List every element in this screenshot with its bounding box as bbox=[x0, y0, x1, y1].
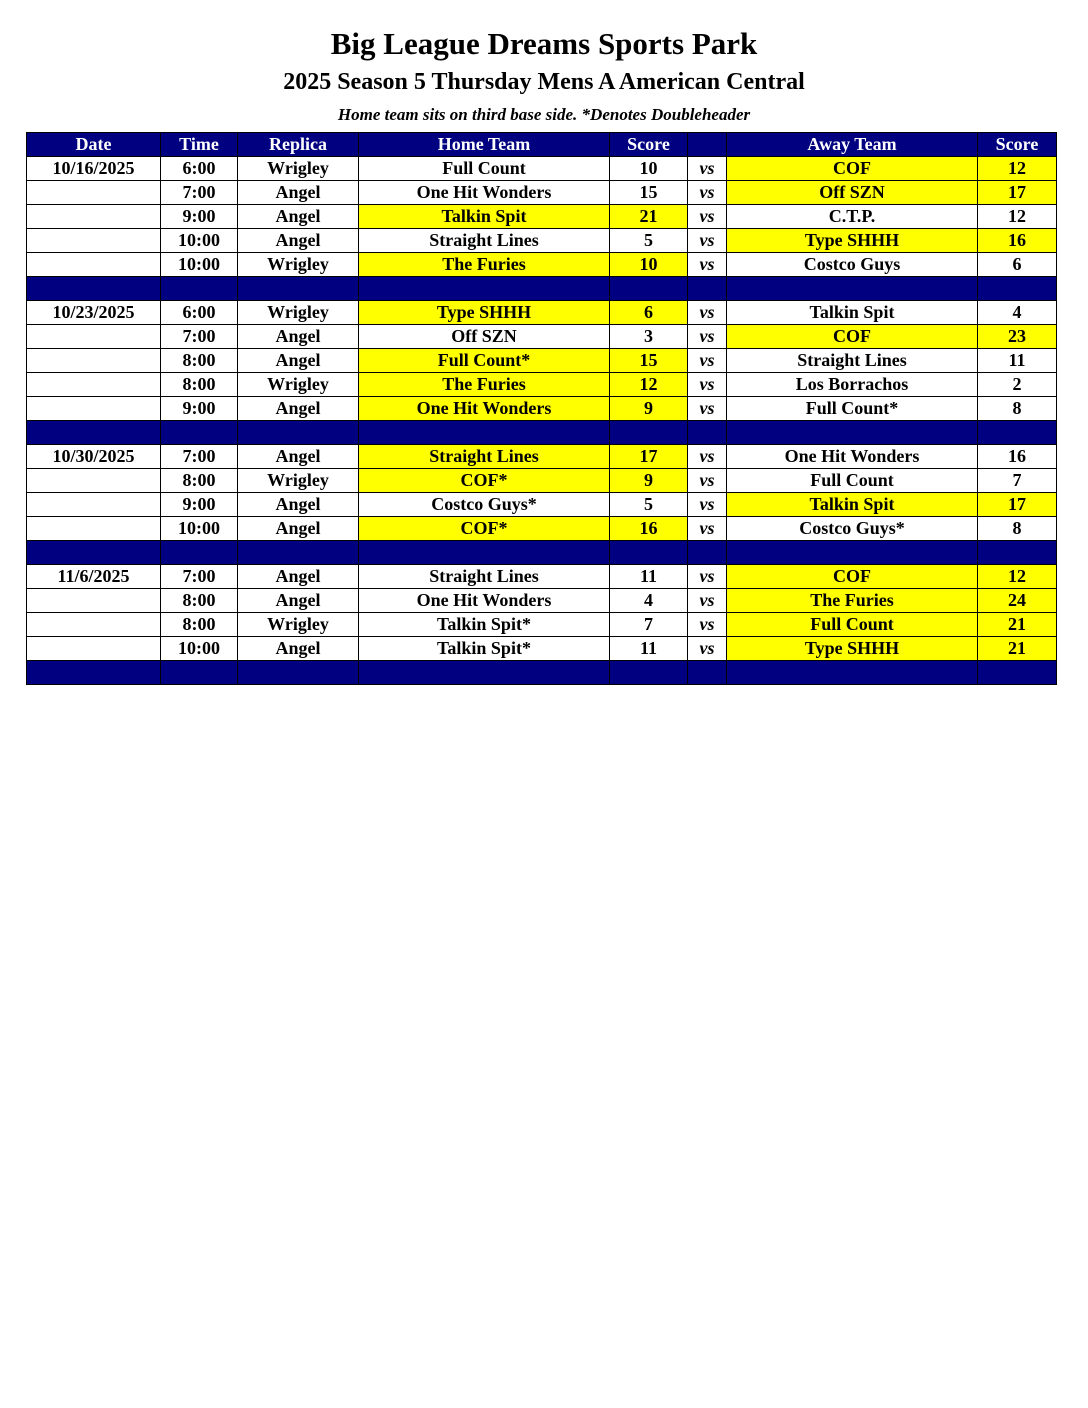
away-team: Los Borrachos bbox=[727, 373, 978, 397]
game-replica: Angel bbox=[238, 637, 359, 661]
week-separator-row bbox=[27, 541, 1057, 565]
game-time: 10:00 bbox=[161, 253, 238, 277]
away-score: 6 bbox=[978, 253, 1057, 277]
away-team: Full Count bbox=[727, 469, 978, 493]
away-score: 21 bbox=[978, 613, 1057, 637]
game-row bbox=[27, 157, 1057, 181]
game-date bbox=[27, 493, 161, 517]
separator-cell bbox=[610, 541, 688, 565]
home-team: Straight Lines bbox=[359, 229, 610, 253]
column-header-home-score: Score bbox=[610, 133, 688, 157]
away-team: COF bbox=[727, 325, 978, 349]
separator-cell bbox=[978, 421, 1057, 445]
game-time: 8:00 bbox=[161, 373, 238, 397]
away-team: Talkin Spit bbox=[727, 301, 978, 325]
separator-cell bbox=[727, 277, 978, 301]
game-date bbox=[27, 589, 161, 613]
game-date bbox=[27, 325, 161, 349]
separator-cell bbox=[238, 541, 359, 565]
game-row bbox=[27, 253, 1057, 277]
game-replica: Angel bbox=[238, 325, 359, 349]
game-date bbox=[27, 349, 161, 373]
game-date bbox=[27, 397, 161, 421]
away-team: Full Count* bbox=[727, 397, 978, 421]
away-score: 21 bbox=[978, 637, 1057, 661]
week-separator-row bbox=[27, 661, 1057, 685]
home-team: One Hit Wonders bbox=[359, 181, 610, 205]
game-replica: Angel bbox=[238, 517, 359, 541]
game-row bbox=[27, 349, 1057, 373]
game-replica: Angel bbox=[238, 349, 359, 373]
separator-cell bbox=[688, 541, 727, 565]
away-team: The Furies bbox=[727, 589, 978, 613]
game-time: 8:00 bbox=[161, 469, 238, 493]
game-row bbox=[27, 493, 1057, 517]
separator-cell bbox=[359, 661, 610, 685]
vs-label: vs bbox=[688, 469, 727, 493]
game-date bbox=[27, 373, 161, 397]
game-row bbox=[27, 325, 1057, 349]
separator-cell bbox=[238, 421, 359, 445]
game-time: 8:00 bbox=[161, 589, 238, 613]
home-score: 9 bbox=[610, 397, 688, 421]
away-score: 7 bbox=[978, 469, 1057, 493]
vs-label: vs bbox=[688, 493, 727, 517]
vs-label: vs bbox=[688, 181, 727, 205]
game-row bbox=[27, 229, 1057, 253]
game-row bbox=[27, 517, 1057, 541]
game-time: 10:00 bbox=[161, 517, 238, 541]
separator-cell bbox=[27, 661, 161, 685]
away-score: 12 bbox=[978, 157, 1057, 181]
game-row bbox=[27, 613, 1057, 637]
home-score: 3 bbox=[610, 325, 688, 349]
away-score: 11 bbox=[978, 349, 1057, 373]
separator-cell bbox=[161, 277, 238, 301]
game-replica: Wrigley bbox=[238, 613, 359, 637]
separator-cell bbox=[27, 541, 161, 565]
away-team: COF bbox=[727, 157, 978, 181]
home-score: 15 bbox=[610, 349, 688, 373]
away-team: Off SZN bbox=[727, 181, 978, 205]
game-date: 10/30/2025 bbox=[27, 445, 161, 469]
vs-label: vs bbox=[688, 589, 727, 613]
vs-label: vs bbox=[688, 157, 727, 181]
game-row bbox=[27, 565, 1057, 589]
away-score: 4 bbox=[978, 301, 1057, 325]
separator-cell bbox=[27, 421, 161, 445]
game-row bbox=[27, 181, 1057, 205]
game-row bbox=[27, 445, 1057, 469]
home-team: Costco Guys* bbox=[359, 493, 610, 517]
away-team: Full Count bbox=[727, 613, 978, 637]
game-replica: Angel bbox=[238, 229, 359, 253]
separator-cell bbox=[688, 661, 727, 685]
separator-cell bbox=[161, 541, 238, 565]
game-time: 8:00 bbox=[161, 349, 238, 373]
separator-cell bbox=[161, 661, 238, 685]
home-score: 5 bbox=[610, 229, 688, 253]
home-score: 17 bbox=[610, 445, 688, 469]
home-team: One Hit Wonders bbox=[359, 589, 610, 613]
game-replica: Wrigley bbox=[238, 301, 359, 325]
game-replica: Angel bbox=[238, 445, 359, 469]
schedule-note: Home team sits on third base side. *Denotes Doubleheader bbox=[337, 105, 751, 124]
week-separator-row bbox=[27, 421, 1057, 445]
game-time: 9:00 bbox=[161, 493, 238, 517]
separator-cell bbox=[27, 277, 161, 301]
home-score: 12 bbox=[610, 373, 688, 397]
away-score: 12 bbox=[978, 565, 1057, 589]
game-date bbox=[27, 229, 161, 253]
game-time: 6:00 bbox=[161, 157, 238, 181]
away-team: C.T.P. bbox=[727, 205, 978, 229]
vs-label: vs bbox=[688, 397, 727, 421]
separator-cell bbox=[978, 661, 1057, 685]
game-time: 10:00 bbox=[161, 229, 238, 253]
column-header-date: Date bbox=[27, 133, 161, 157]
vs-label: vs bbox=[688, 613, 727, 637]
game-row bbox=[27, 589, 1057, 613]
home-team: One Hit Wonders bbox=[359, 397, 610, 421]
vs-label: vs bbox=[688, 349, 727, 373]
home-score: 4 bbox=[610, 589, 688, 613]
home-team: The Furies bbox=[359, 253, 610, 277]
away-team: Straight Lines bbox=[727, 349, 978, 373]
away-team: One Hit Wonders bbox=[727, 445, 978, 469]
home-team: COF* bbox=[359, 517, 610, 541]
game-date bbox=[27, 517, 161, 541]
home-score: 10 bbox=[610, 253, 688, 277]
away-score: 8 bbox=[978, 397, 1057, 421]
away-team: Type SHHH bbox=[727, 229, 978, 253]
separator-cell bbox=[610, 661, 688, 685]
separator-cell bbox=[610, 421, 688, 445]
game-row bbox=[27, 205, 1057, 229]
separator-cell bbox=[978, 541, 1057, 565]
schedule-body bbox=[27, 157, 1057, 685]
vs-label: vs bbox=[688, 205, 727, 229]
game-row bbox=[27, 637, 1057, 661]
away-score: 12 bbox=[978, 205, 1057, 229]
separator-cell bbox=[359, 541, 610, 565]
home-score: 9 bbox=[610, 469, 688, 493]
vs-label: vs bbox=[688, 373, 727, 397]
game-date bbox=[27, 637, 161, 661]
vs-label: vs bbox=[688, 301, 727, 325]
game-replica: Angel bbox=[238, 205, 359, 229]
separator-cell bbox=[727, 661, 978, 685]
vs-label: vs bbox=[688, 637, 727, 661]
separator-cell bbox=[688, 421, 727, 445]
home-team: Full Count* bbox=[359, 349, 610, 373]
game-time: 7:00 bbox=[161, 325, 238, 349]
column-header-home-team: Home Team bbox=[359, 133, 610, 157]
away-team: Talkin Spit bbox=[727, 493, 978, 517]
page-subtitle: 2025 Season 5 Thursday Mens A American Central bbox=[283, 69, 805, 95]
game-time: 9:00 bbox=[161, 397, 238, 421]
home-score: 15 bbox=[610, 181, 688, 205]
home-team: Type SHHH bbox=[359, 301, 610, 325]
separator-cell bbox=[161, 421, 238, 445]
vs-label: vs bbox=[688, 445, 727, 469]
home-team: Straight Lines bbox=[359, 445, 610, 469]
away-team: Costco Guys* bbox=[727, 517, 978, 541]
home-team: Straight Lines bbox=[359, 565, 610, 589]
game-replica: Wrigley bbox=[238, 373, 359, 397]
away-team: Type SHHH bbox=[727, 637, 978, 661]
game-replica: Wrigley bbox=[238, 157, 359, 181]
away-score: 17 bbox=[978, 493, 1057, 517]
away-score: 24 bbox=[978, 589, 1057, 613]
vs-label: vs bbox=[688, 325, 727, 349]
home-team: Talkin Spit* bbox=[359, 637, 610, 661]
vs-label: vs bbox=[688, 253, 727, 277]
separator-cell bbox=[727, 421, 978, 445]
home-score: 16 bbox=[610, 517, 688, 541]
home-team: Talkin Spit bbox=[359, 205, 610, 229]
game-date bbox=[27, 253, 161, 277]
home-score: 21 bbox=[610, 205, 688, 229]
game-date bbox=[27, 469, 161, 493]
separator-cell bbox=[359, 421, 610, 445]
game-replica: Angel bbox=[238, 181, 359, 205]
header-row bbox=[27, 133, 1057, 157]
separator-cell bbox=[610, 277, 688, 301]
column-header-time: Time bbox=[161, 133, 238, 157]
game-time: 8:00 bbox=[161, 613, 238, 637]
home-score: 11 bbox=[610, 637, 688, 661]
away-score: 8 bbox=[978, 517, 1057, 541]
game-replica: Wrigley bbox=[238, 469, 359, 493]
game-date bbox=[27, 205, 161, 229]
game-row bbox=[27, 397, 1057, 421]
game-replica: Wrigley bbox=[238, 253, 359, 277]
separator-cell bbox=[238, 277, 359, 301]
separator-cell bbox=[688, 277, 727, 301]
away-score: 16 bbox=[978, 445, 1057, 469]
away-team: Costco Guys bbox=[727, 253, 978, 277]
column-header-vs bbox=[688, 133, 727, 157]
separator-cell bbox=[359, 277, 610, 301]
home-score: 6 bbox=[610, 301, 688, 325]
home-team: Full Count bbox=[359, 157, 610, 181]
away-score: 16 bbox=[978, 229, 1057, 253]
separator-cell bbox=[238, 661, 359, 685]
game-time: 9:00 bbox=[161, 205, 238, 229]
separator-cell bbox=[727, 541, 978, 565]
away-score: 17 bbox=[978, 181, 1057, 205]
game-time: 7:00 bbox=[161, 445, 238, 469]
schedule-table bbox=[26, 132, 1057, 685]
game-time: 7:00 bbox=[161, 181, 238, 205]
vs-label: vs bbox=[688, 517, 727, 541]
game-date: 11/6/2025 bbox=[27, 565, 161, 589]
game-replica: Angel bbox=[238, 493, 359, 517]
game-row bbox=[27, 301, 1057, 325]
game-row bbox=[27, 469, 1057, 493]
home-score: 7 bbox=[610, 613, 688, 637]
game-time: 7:00 bbox=[161, 565, 238, 589]
game-row bbox=[27, 373, 1057, 397]
column-header-away-team: Away Team bbox=[727, 133, 978, 157]
home-team: The Furies bbox=[359, 373, 610, 397]
vs-label: vs bbox=[688, 229, 727, 253]
separator-cell bbox=[978, 277, 1057, 301]
game-time: 10:00 bbox=[161, 637, 238, 661]
home-score: 5 bbox=[610, 493, 688, 517]
game-replica: Angel bbox=[238, 589, 359, 613]
game-time: 6:00 bbox=[161, 301, 238, 325]
home-team: Talkin Spit* bbox=[359, 613, 610, 637]
page-title: Big League Dreams Sports Park bbox=[330, 26, 758, 61]
home-team: Off SZN bbox=[359, 325, 610, 349]
away-score: 23 bbox=[978, 325, 1057, 349]
game-date bbox=[27, 181, 161, 205]
column-header-replica: Replica bbox=[238, 133, 359, 157]
game-date bbox=[27, 613, 161, 637]
game-replica: Angel bbox=[238, 397, 359, 421]
game-date: 10/23/2025 bbox=[27, 301, 161, 325]
vs-label: vs bbox=[688, 565, 727, 589]
home-score: 11 bbox=[610, 565, 688, 589]
away-score: 2 bbox=[978, 373, 1057, 397]
week-separator-row bbox=[27, 277, 1057, 301]
away-team: COF bbox=[727, 565, 978, 589]
column-header-away-score: Score bbox=[978, 133, 1057, 157]
game-date: 10/16/2025 bbox=[27, 157, 161, 181]
home-team: COF* bbox=[359, 469, 610, 493]
game-replica: Angel bbox=[238, 565, 359, 589]
home-score: 10 bbox=[610, 157, 688, 181]
